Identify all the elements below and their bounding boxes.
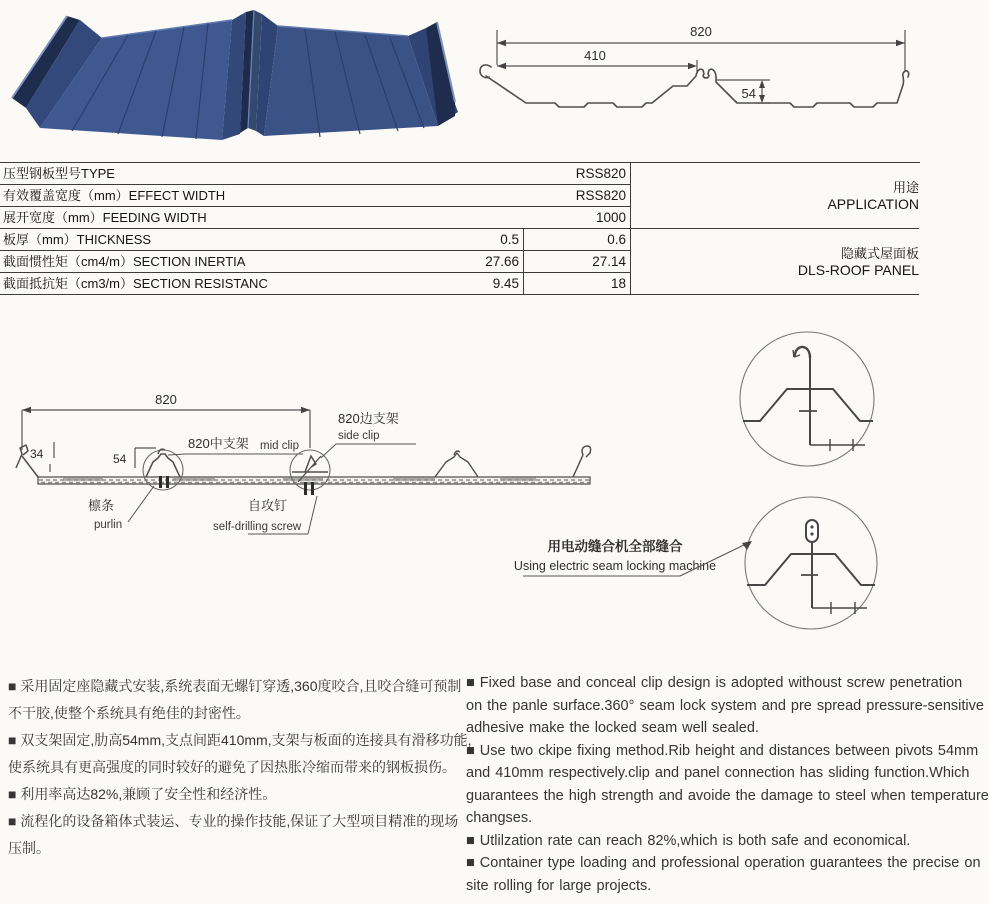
features-english (466, 672, 989, 897)
panel-profile-diagram (460, 8, 920, 130)
screw-mark (304, 482, 307, 495)
feature-line: and 410mm respectively.clip and panel connection has sliding function.Which (466, 765, 970, 781)
row-value: RSS820 (575, 166, 626, 181)
install-dim-54: 54 (113, 452, 127, 466)
row-label: 截面惯性矩（cm4/m）SECTION INERTIA (3, 254, 246, 269)
screw-mark (311, 482, 314, 495)
table-row (0, 163, 630, 185)
feature-line: ■ 利用率高达82%,兼顾了安全性和经济性。 (8, 786, 277, 802)
feature-line: ■ Utlilzation rate can reach 82%,which is both safe and economical. (466, 832, 911, 849)
row-value-06: 0.6 (607, 232, 626, 247)
feature-line: guarantees the high strength and avoide the damage to steel when temperature (466, 787, 989, 804)
table-row (0, 229, 630, 251)
spec-table-left (0, 163, 631, 295)
seam-detail-circles (515, 318, 920, 640)
side-clip-label-en: side clip (338, 430, 380, 442)
purlin-label-zh: 檩条 (88, 498, 115, 513)
application-label-en: APPLICATION (827, 195, 919, 212)
feature-line: 不干胶,使整个系统具有绝佳的封密性。 (8, 705, 250, 721)
feature-line: 使系统具有更高强度的同时较好的避免了因热胀冷缩而带来的钢板损伤。 (8, 759, 456, 775)
dimension-lines (497, 30, 905, 103)
row-label: 截面抵抗矩（cm3/m）SECTION RESISTANC (3, 276, 268, 291)
mid-clip-label-en: mid clip (260, 440, 299, 452)
profile-dim-410: 410 (584, 48, 606, 63)
locked-seam-roll (806, 520, 818, 542)
install-dim-820: 820 (155, 392, 177, 407)
screw-label-en: self-drilling screw (213, 521, 302, 533)
application-label-zh: 用途 (892, 179, 919, 195)
install-dim-34: 34 (30, 447, 44, 461)
row-label: 压型钢板型号TYPE (3, 166, 115, 181)
feature-line: site rolling for large projects. (466, 877, 652, 894)
row-label: 板厚（mm）THICKNESS (3, 232, 152, 247)
features-chinese (8, 673, 472, 862)
application-cell (631, 163, 919, 229)
mid-clip-label-zh: 820中支架 (188, 436, 249, 451)
left-panel (12, 12, 246, 140)
seam-note-en: Using electric seam locking machine (513, 559, 717, 573)
feature-line: ■ 双支架固定,肋高54mm,支点间距410mm,支架与板面的连接具有滑移功能, (8, 732, 472, 748)
seam-detail-locked (745, 497, 877, 629)
spec-table-right (631, 163, 919, 295)
screw-leader (308, 496, 317, 534)
table-row (0, 273, 630, 295)
right-panel (256, 14, 458, 137)
side-clip-detail (290, 450, 330, 495)
feature-line: ■ Fixed base and conceal clip design is adopted withoust screw penetration (466, 675, 963, 691)
row-label: 展开宽度（mm）FEEDING WIDTH (3, 210, 207, 225)
purlin-label-en: purlin (94, 519, 123, 531)
feature-line: ■ 采用固定座隐藏式安装,系统表面无螺钉穿透,360度咬合,且咬合缝可预制 (8, 678, 462, 694)
profile-outline (480, 65, 909, 107)
table-row (0, 251, 630, 273)
panel-type-cell (631, 229, 919, 295)
row-value: RSS820 (575, 188, 626, 203)
roof-panel-photo (10, 4, 455, 156)
screw-mark (159, 476, 162, 488)
table-row (0, 207, 630, 229)
row-value: 18 (610, 276, 626, 291)
spec-table (0, 162, 920, 295)
row-value: 1000 (595, 210, 626, 225)
profile-dim-820: 820 (690, 24, 712, 39)
side-clip-leader-tail (321, 444, 336, 458)
row-value: 9.45 (418, 273, 524, 294)
feature-line: ■ Container type loading and professional operation guarantees the precise on (466, 855, 981, 871)
panel-type-zh: 隐藏式屋面板 (840, 245, 919, 261)
row-value: 27.66 (418, 251, 524, 272)
feature-line: adhesive make the locked seam well sealed. (466, 720, 759, 736)
screw-label-zh: 自攻钉 (248, 498, 288, 513)
row-value-05: 0.5 (418, 229, 524, 250)
feature-line: on the panle surface.360° seam lock system and pre spread pressure-sensitive (466, 697, 984, 714)
table-row (0, 185, 630, 207)
dimension-arrowheads (497, 40, 905, 103)
seam-bump (435, 451, 478, 477)
purlin-leader (128, 486, 154, 522)
seam-note-zh: 用电动缝合机全部缝合 (547, 539, 683, 554)
seam-detail-open (740, 332, 874, 466)
feature-line: 压制。 (8, 840, 50, 856)
mid-clip-leader-tail (168, 454, 186, 455)
profile-dim-54: 54 (741, 86, 756, 101)
feature-line: ■ 流程化的设备箱体式装运、专业的操作技能,保证了大型项目精准的现场 (8, 813, 459, 829)
feature-line: changses. (466, 810, 533, 826)
screw-mark (166, 476, 169, 488)
feature-line: ■ Use two ckipe fixing method.Rib height and distances between pivots 54mm (466, 742, 979, 759)
panel-type-en: DLS-ROOF PANEL (797, 261, 919, 278)
row-value: 27.14 (592, 254, 626, 269)
side-clip-label-zh: 820边支架 (338, 411, 399, 426)
row-label: 有效覆盖宽度（mm）EFFECT WIDTH (3, 188, 226, 203)
